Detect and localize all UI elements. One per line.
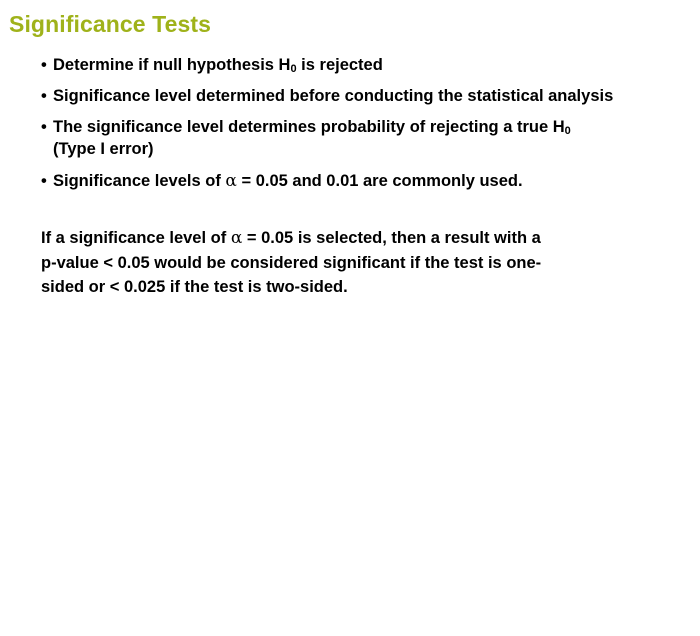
bullet-text: The significance level determines probability of rejecting a true H	[53, 118, 565, 136]
subscript: 0	[290, 63, 297, 75]
alpha-symbol: α	[225, 171, 237, 191]
alpha-symbol: α	[230, 228, 243, 248]
bullet-text: Significance level determined before conducting the statistical analysis	[53, 87, 614, 105]
bullet-dot: •	[41, 172, 47, 190]
bullet-item	[41, 85, 691, 107]
bullet-item	[41, 54, 691, 76]
explanation-paragraph	[41, 226, 641, 300]
paragraph-line: sided or < 0.025 if the test is two-sided.	[41, 278, 348, 296]
bullet-item	[41, 170, 691, 192]
paragraph-text: If a significance level of	[41, 229, 231, 247]
bullet-dot: •	[41, 118, 47, 136]
bullet-text: is rejected	[296, 56, 383, 74]
bullet-text: Determine if null hypothesis H	[53, 56, 291, 74]
bullet-list	[41, 54, 691, 201]
bullet-text-line2: (Type I error)	[53, 140, 154, 158]
bullet-dot: •	[41, 87, 47, 105]
bullet-item	[41, 116, 691, 160]
bullet-text: = 0.05 and 0.01 are commonly used.	[236, 172, 523, 190]
paragraph-line: p-value < 0.05 would be considered significant if the test is one-	[41, 253, 542, 272]
paragraph-text: = 0.05 is selected, then a result with a	[242, 229, 541, 247]
paragraph-line	[41, 226, 641, 251]
slide-title: Significance Tests	[9, 11, 212, 37]
subscript: 0	[564, 125, 571, 137]
bullet-text: Significance levels of	[53, 172, 226, 190]
bullet-dot: •	[41, 56, 47, 74]
